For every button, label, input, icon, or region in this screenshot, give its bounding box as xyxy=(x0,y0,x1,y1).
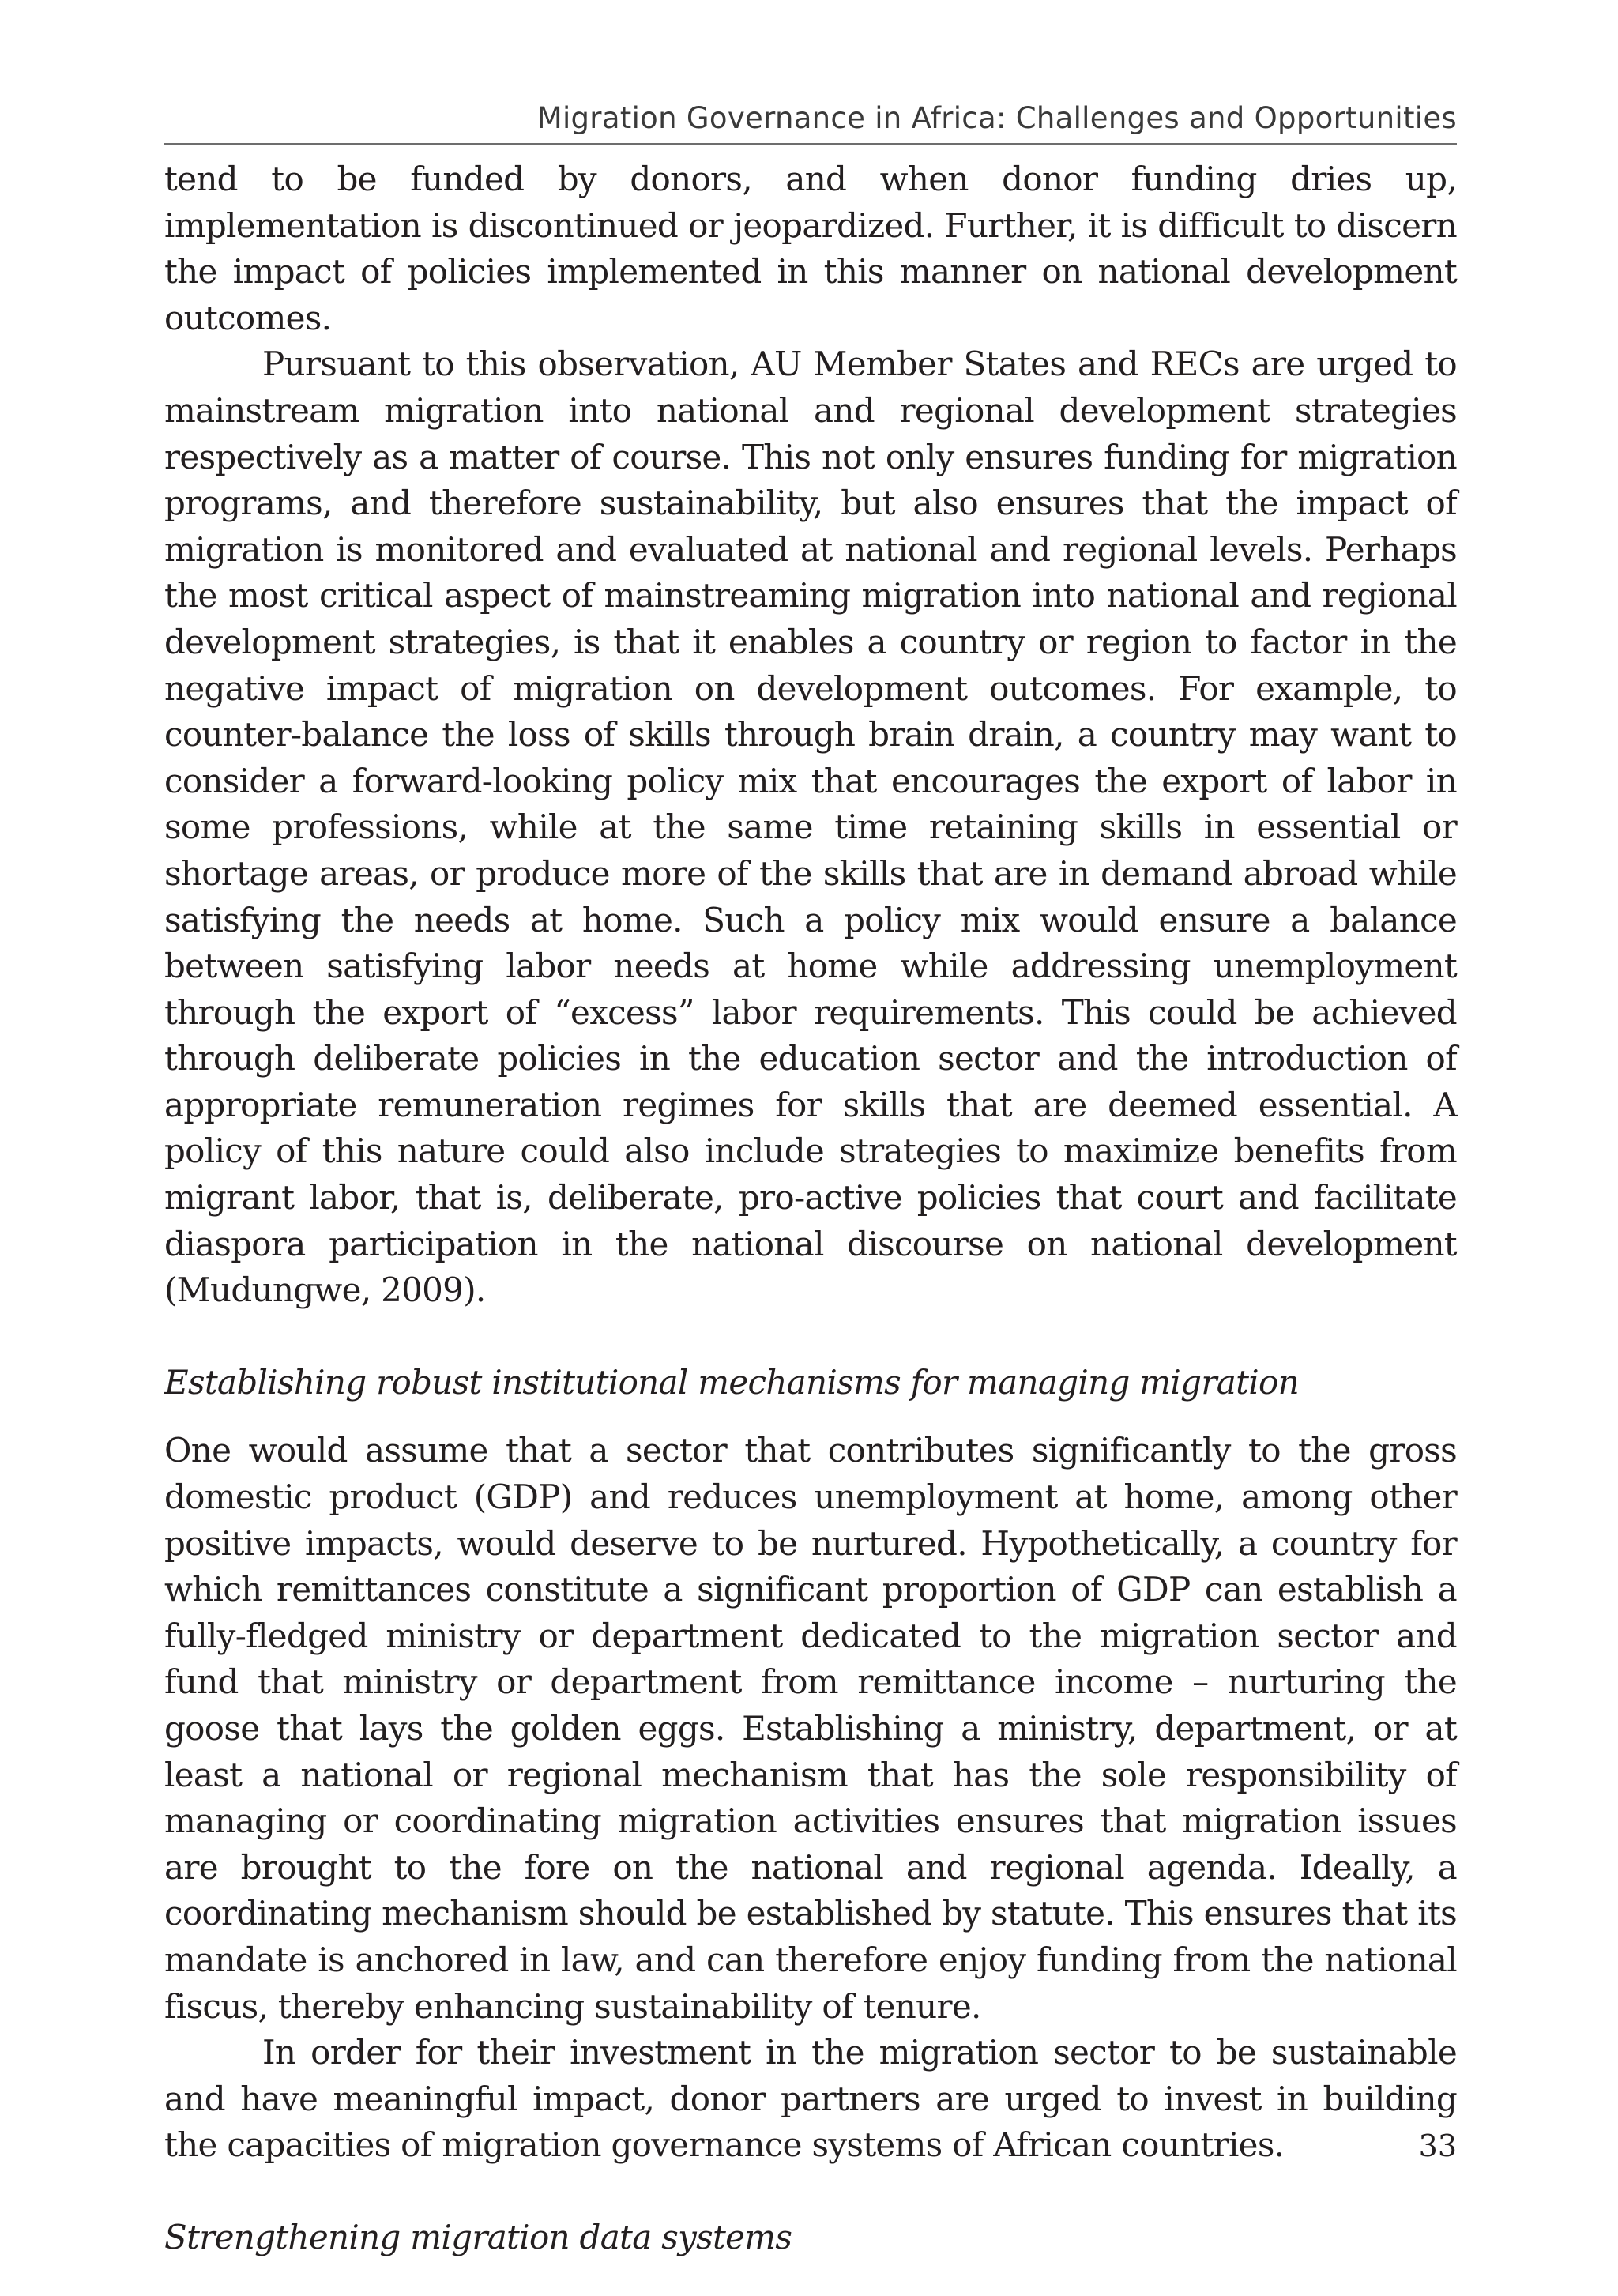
spacer xyxy=(164,2169,1457,2215)
paragraph-institutional: One would assume that a sector that contributes significantly to the gross domestic product (GDP) and reduces unemployment at home, among other positive impacts, would deserve to be nurtured. Hypothetically, a country for which remittances constitute a significant proportion of GDP can establish a fully-fledged ministry or department dedicated to the migration sector and fund that ministry or department from remittance income – nurturing the goose that lays the golden eggs. Establishing a ministry, department, or at least a national or regional mechanism that has the sole responsibility of managing or coordinating migration activities ensures that migration issues are brought to the fore on the national and regional agenda. Ideally, a coordinating mechanism should be established by statute. This ensures that its mandate is anchored in law, and can therefore enjoy funding from the national fiscus, thereby enhancing sustainability of tenure. xyxy=(164,1431,1457,2026)
page-number: 33 xyxy=(1418,2129,1457,2163)
paragraph-continuation: tend to be funded by donors, and when donor funding dries up, implementation is discontinued or jeopardized. Further, it is difficult to discern the impact of policies implemented in this manner on national development outcomes. xyxy=(164,160,1457,337)
paragraph-donor-partners: In order for their investment in the migration sector to be sustainable and have meaningful impact, donor partners are urged to invest in building the capacities of migration governance systems of African countries. xyxy=(164,2033,1457,2165)
paragraph-mainstreaming: Pursuant to this observation, AU Member States and RECs are urged to mainstream migration into national and regional development strategies respectively as a matter of course. This not only ensures funding for migration programs, and therefore sustainability, but also ensures that the impact of migration is monitored and evaluated at national and regional levels. Perhaps the most critical aspect of mainstreaming migration into national and regional development strategies, is that it enables a country or region to factor in the negative impact of migration on development outcomes. For example, to counter-balance the loss of skills through brain drain, a country may want to consider a forward-looking policy mix that encourages the export of labor in some professions, while at the same time retaining skills in essential or shortage areas, or produce more of the skills that are in demand abroad while satisfying the needs at home. Such a policy mix would ensure a balance between satisfying labor needs at home while addressing unemployment through the export of “excess” labor requirements. This could be achieved through deliberate policies in the education sector and the introduction of appropriate remuneration regimes for skills that are deemed essential. A policy of this nature could also include strategies to maximize benefits from migrant labor, that is, deliberate, pro-active policies that court and facilitate diaspora participation in the national discourse on national development (Mudungwe, 2009). xyxy=(164,344,1457,1310)
section-heading-institutional-mechanisms: Establishing robust institutional mechanisms for managing migration xyxy=(164,1362,1299,1402)
header-rule xyxy=(164,143,1457,145)
spacer xyxy=(164,1314,1457,1360)
section-heading-data-systems: Strengthening migration data systems xyxy=(164,2217,792,2256)
body-text xyxy=(164,156,1457,2261)
running-header: Migration Governance in Africa: Challenges and Opportunities xyxy=(536,101,1457,135)
spacer xyxy=(164,1406,1457,1428)
